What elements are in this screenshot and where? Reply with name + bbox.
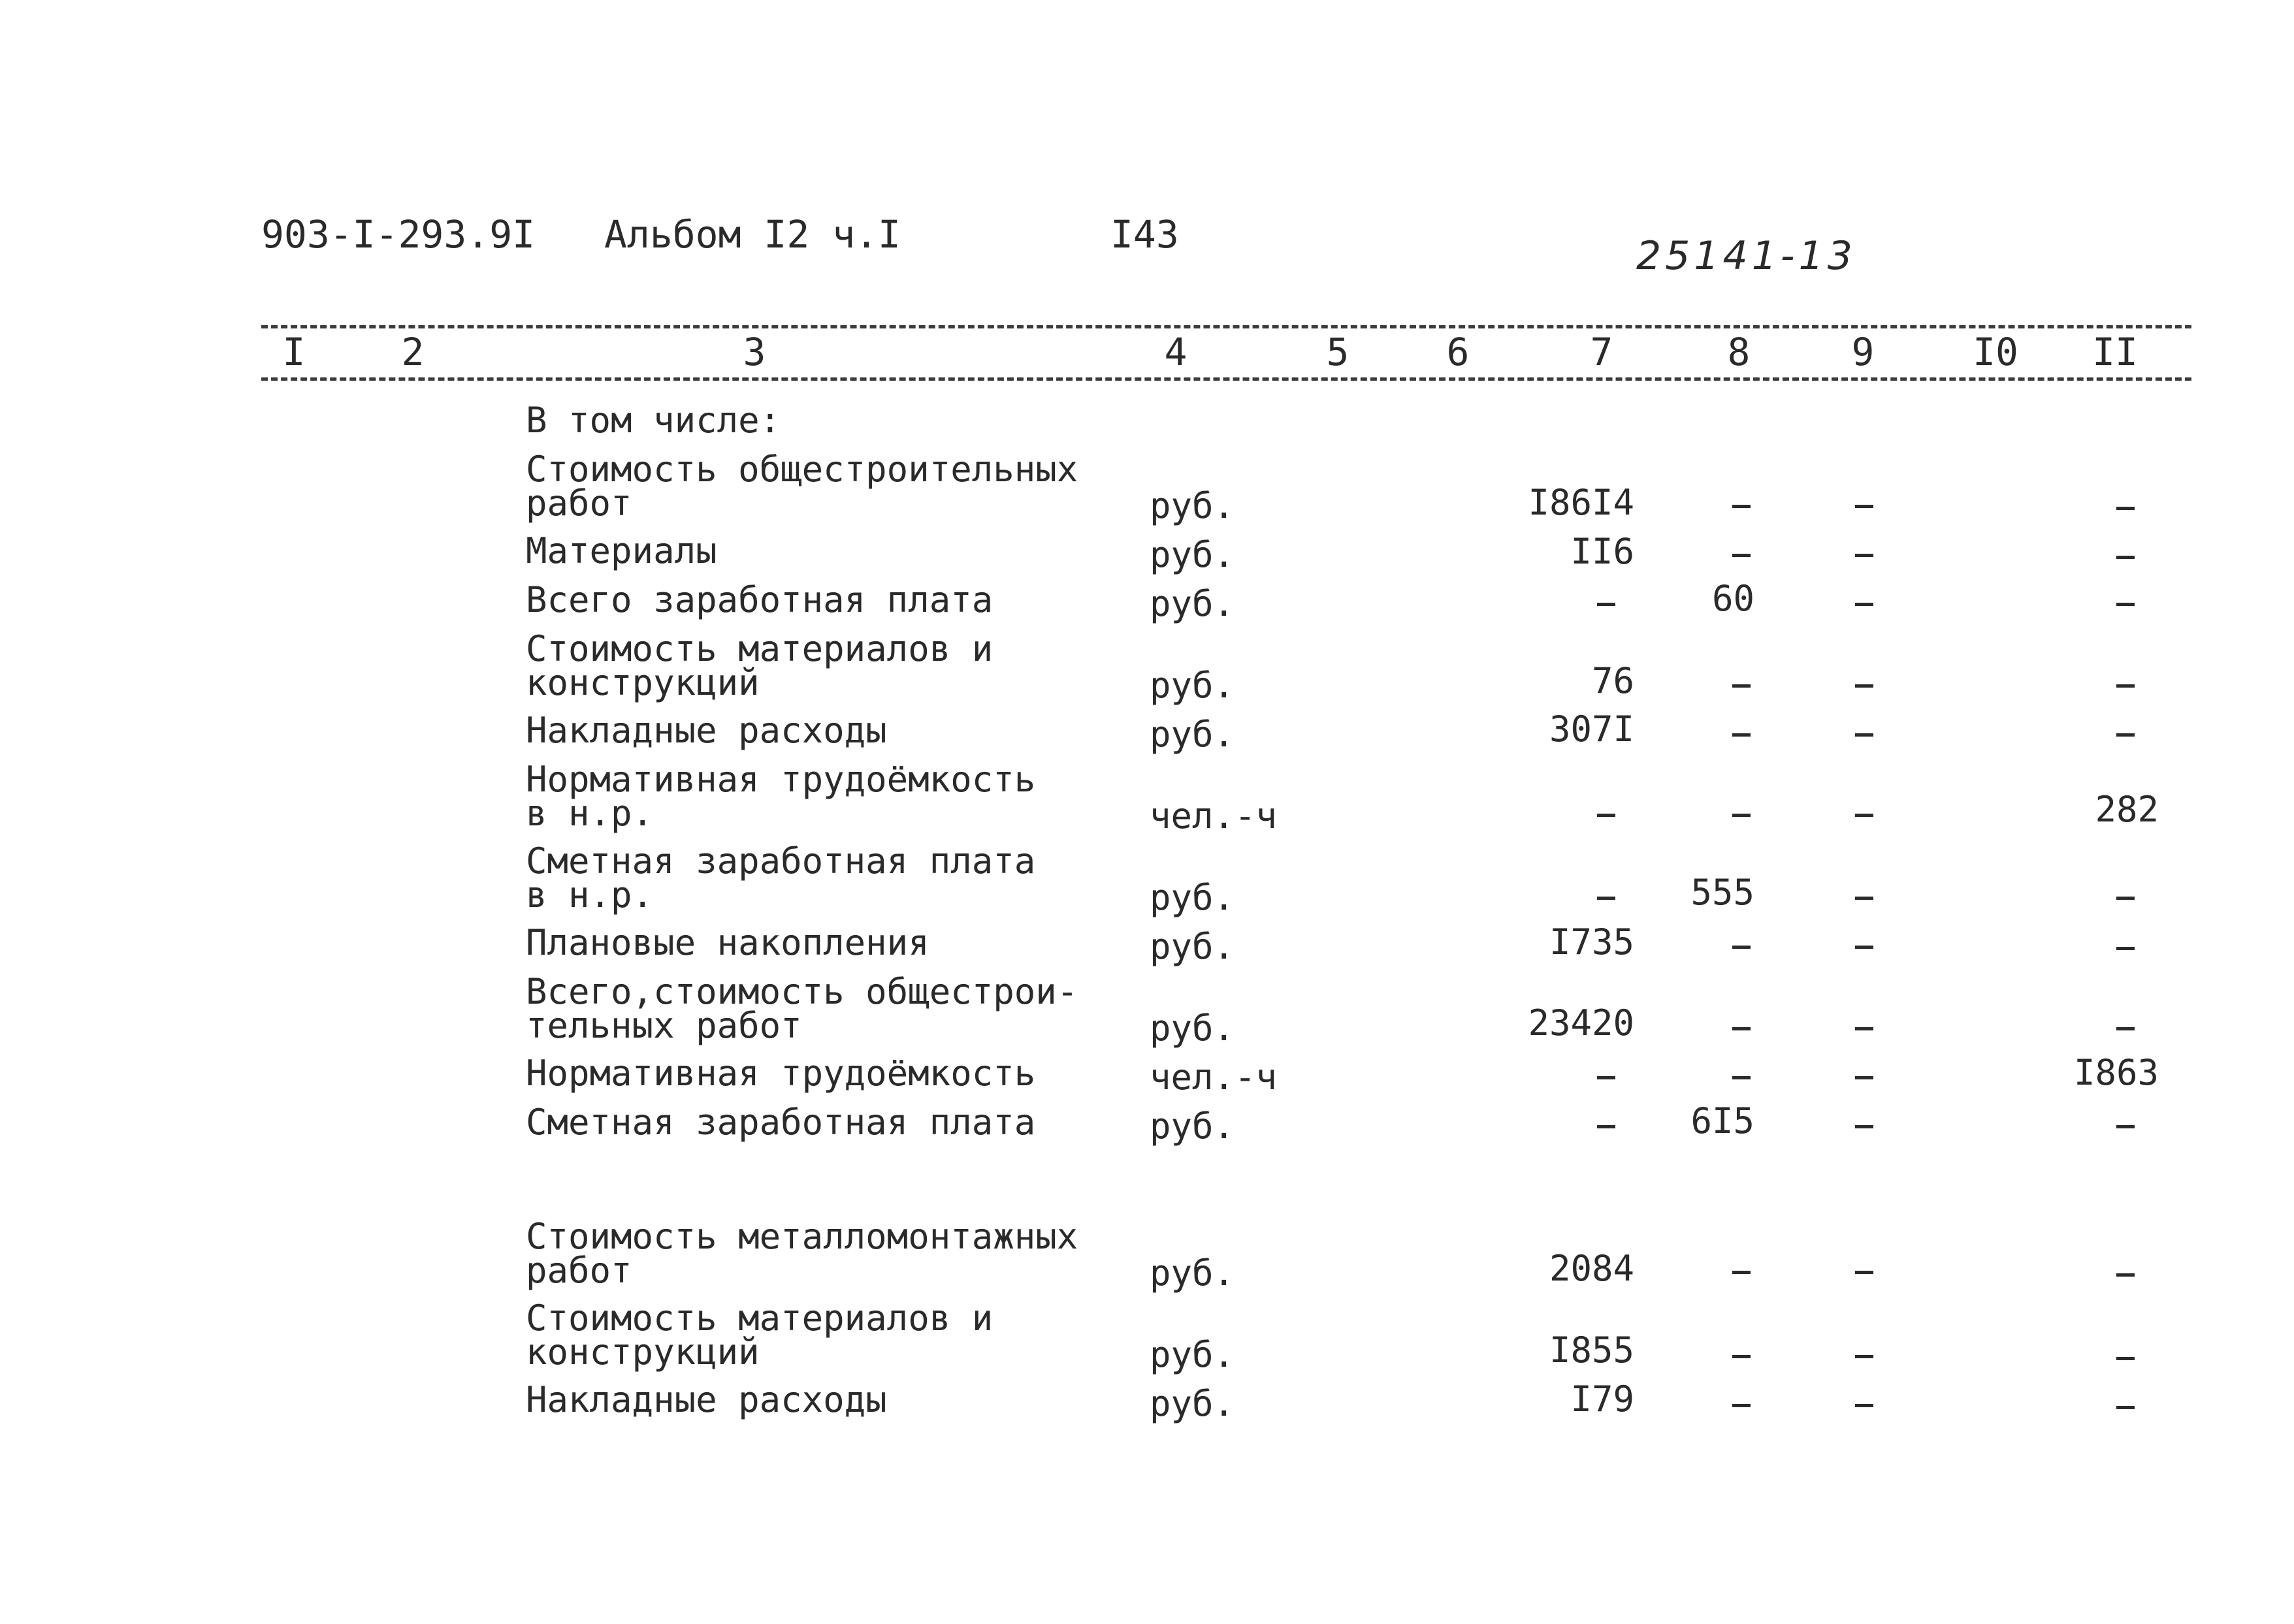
- row-dash: [2116, 507, 2135, 510]
- row-col7: I855: [1549, 1329, 1634, 1371]
- row-dash: [2116, 897, 2135, 900]
- handwritten-number: 25141-13: [1636, 233, 1856, 279]
- row-col7: II6: [1570, 531, 1634, 572]
- row-unit: руб.: [1150, 926, 1235, 967]
- row-dash: [1597, 814, 1615, 817]
- row-col11: 282: [2095, 789, 2159, 830]
- row-col7: I79: [1570, 1378, 1634, 1420]
- row-dash: [2116, 733, 2135, 737]
- row-unit: руб.: [1150, 1008, 1235, 1049]
- row-col11: I863: [2073, 1052, 2159, 1093]
- row-label: Плановые накопления: [526, 922, 929, 963]
- column-number: 6: [1446, 330, 1470, 374]
- row-unit: руб.: [1150, 1334, 1235, 1375]
- row-dash: [1855, 814, 1873, 817]
- row-col7: 76: [1591, 660, 1634, 701]
- row-dash: [2116, 947, 2135, 950]
- row-label: Материалы: [526, 530, 717, 571]
- row-dash: [1855, 505, 1873, 508]
- row-unit: руб.: [1150, 1106, 1235, 1147]
- row-col8: 6I5: [1690, 1100, 1754, 1141]
- row-unit: чел.-ч: [1150, 795, 1278, 836]
- intro-label: В том числе:: [526, 400, 781, 441]
- column-number: 9: [1851, 330, 1875, 374]
- row-dash: [1732, 946, 1751, 949]
- row-label: Всего заработная плата: [526, 579, 994, 620]
- row-dash: [1855, 897, 1873, 900]
- header-top-rule: [261, 325, 2191, 328]
- row-unit: чел.-ч: [1150, 1057, 1278, 1098]
- album-title: Альбом I2 ч.I: [604, 212, 901, 257]
- row-dash: [1597, 1125, 1615, 1128]
- row-unit: руб.: [1150, 714, 1235, 755]
- row-unit: руб.: [1150, 665, 1235, 706]
- row-dash: [2116, 1406, 2135, 1409]
- header-bottom-rule: [261, 377, 2191, 381]
- row-dash: [1732, 1271, 1751, 1274]
- row-dash: [1855, 684, 1873, 688]
- row-unit: руб.: [1150, 485, 1235, 526]
- row-label: Стоимость общестроительных работ: [526, 449, 1078, 524]
- row-label: Стоимость металломонтажных работ: [526, 1216, 1078, 1291]
- row-label: Сметная заработная плата: [526, 1102, 1036, 1143]
- row-dash: [1855, 1404, 1873, 1407]
- column-number: 8: [1727, 330, 1751, 374]
- row-label: Стоимость материалов и конструкций: [526, 628, 994, 703]
- row-col7: 307I: [1549, 709, 1634, 750]
- row-dash: [1732, 1404, 1751, 1407]
- row-dash: [1732, 814, 1751, 817]
- row-unit: руб.: [1150, 534, 1235, 575]
- row-dash: [1855, 1027, 1873, 1030]
- row-dash: [1732, 554, 1751, 557]
- row-dash: [2116, 1357, 2135, 1360]
- row-col7: I735: [1549, 921, 1634, 963]
- row-dash: [2116, 603, 2135, 606]
- column-number: 4: [1164, 330, 1187, 374]
- column-number: II: [2092, 330, 2138, 374]
- row-unit: руб.: [1150, 877, 1235, 918]
- row-dash: [1855, 603, 1873, 606]
- row-dash: [1597, 603, 1615, 606]
- row-dash: [1732, 1355, 1751, 1358]
- row-label: Накладные расходы: [526, 1379, 887, 1420]
- row-col7: 23420: [1528, 1002, 1634, 1043]
- row-col7: 2084: [1549, 1248, 1634, 1289]
- row-dash: [2116, 684, 2135, 688]
- row-label: Стоимость материалов и конструкций: [526, 1298, 994, 1373]
- column-number: 5: [1326, 330, 1349, 374]
- row-dash: [2116, 1125, 2135, 1128]
- row-label: Нормативная трудоёмкость: [526, 1053, 1036, 1094]
- row-dash: [1855, 1076, 1873, 1079]
- row-col7: I86I4: [1528, 482, 1634, 523]
- row-dash: [2116, 1273, 2135, 1277]
- row-dash: [2116, 1027, 2135, 1030]
- row-dash: [1732, 733, 1751, 737]
- column-number: 7: [1590, 330, 1613, 374]
- row-col8: 60: [1711, 578, 1754, 619]
- page-number: I43: [1110, 212, 1179, 257]
- row-dash: [1855, 1355, 1873, 1358]
- row-unit: руб.: [1150, 1383, 1235, 1424]
- row-col8: 555: [1690, 872, 1754, 913]
- row-dash: [1732, 1027, 1751, 1030]
- row-label: Сметная заработная плата в н.р.: [526, 840, 1036, 915]
- row-dash: [1855, 1271, 1873, 1274]
- row-dash: [1732, 505, 1751, 508]
- row-dash: [1732, 684, 1751, 688]
- row-unit: руб.: [1150, 1252, 1235, 1294]
- row-label: Накладные расходы: [526, 710, 887, 751]
- column-number: 2: [401, 330, 425, 374]
- row-dash: [1855, 946, 1873, 949]
- row-dash: [1597, 1076, 1615, 1079]
- column-number: I0: [1973, 330, 2018, 374]
- row-label: Всего,стоимость общестрои- тельных работ: [526, 971, 1078, 1046]
- row-dash: [1597, 897, 1615, 900]
- row-dash: [2116, 556, 2135, 559]
- row-unit: руб.: [1150, 583, 1235, 624]
- row-label: Нормативная трудоёмкость в н.р.: [526, 759, 1036, 834]
- column-number: 3: [743, 330, 766, 374]
- document-code: 903-I-293.9I: [261, 212, 536, 257]
- row-dash: [1855, 554, 1873, 557]
- column-number: I: [282, 330, 306, 374]
- row-dash: [1855, 733, 1873, 737]
- row-dash: [1855, 1125, 1873, 1128]
- row-dash: [1732, 1076, 1751, 1079]
